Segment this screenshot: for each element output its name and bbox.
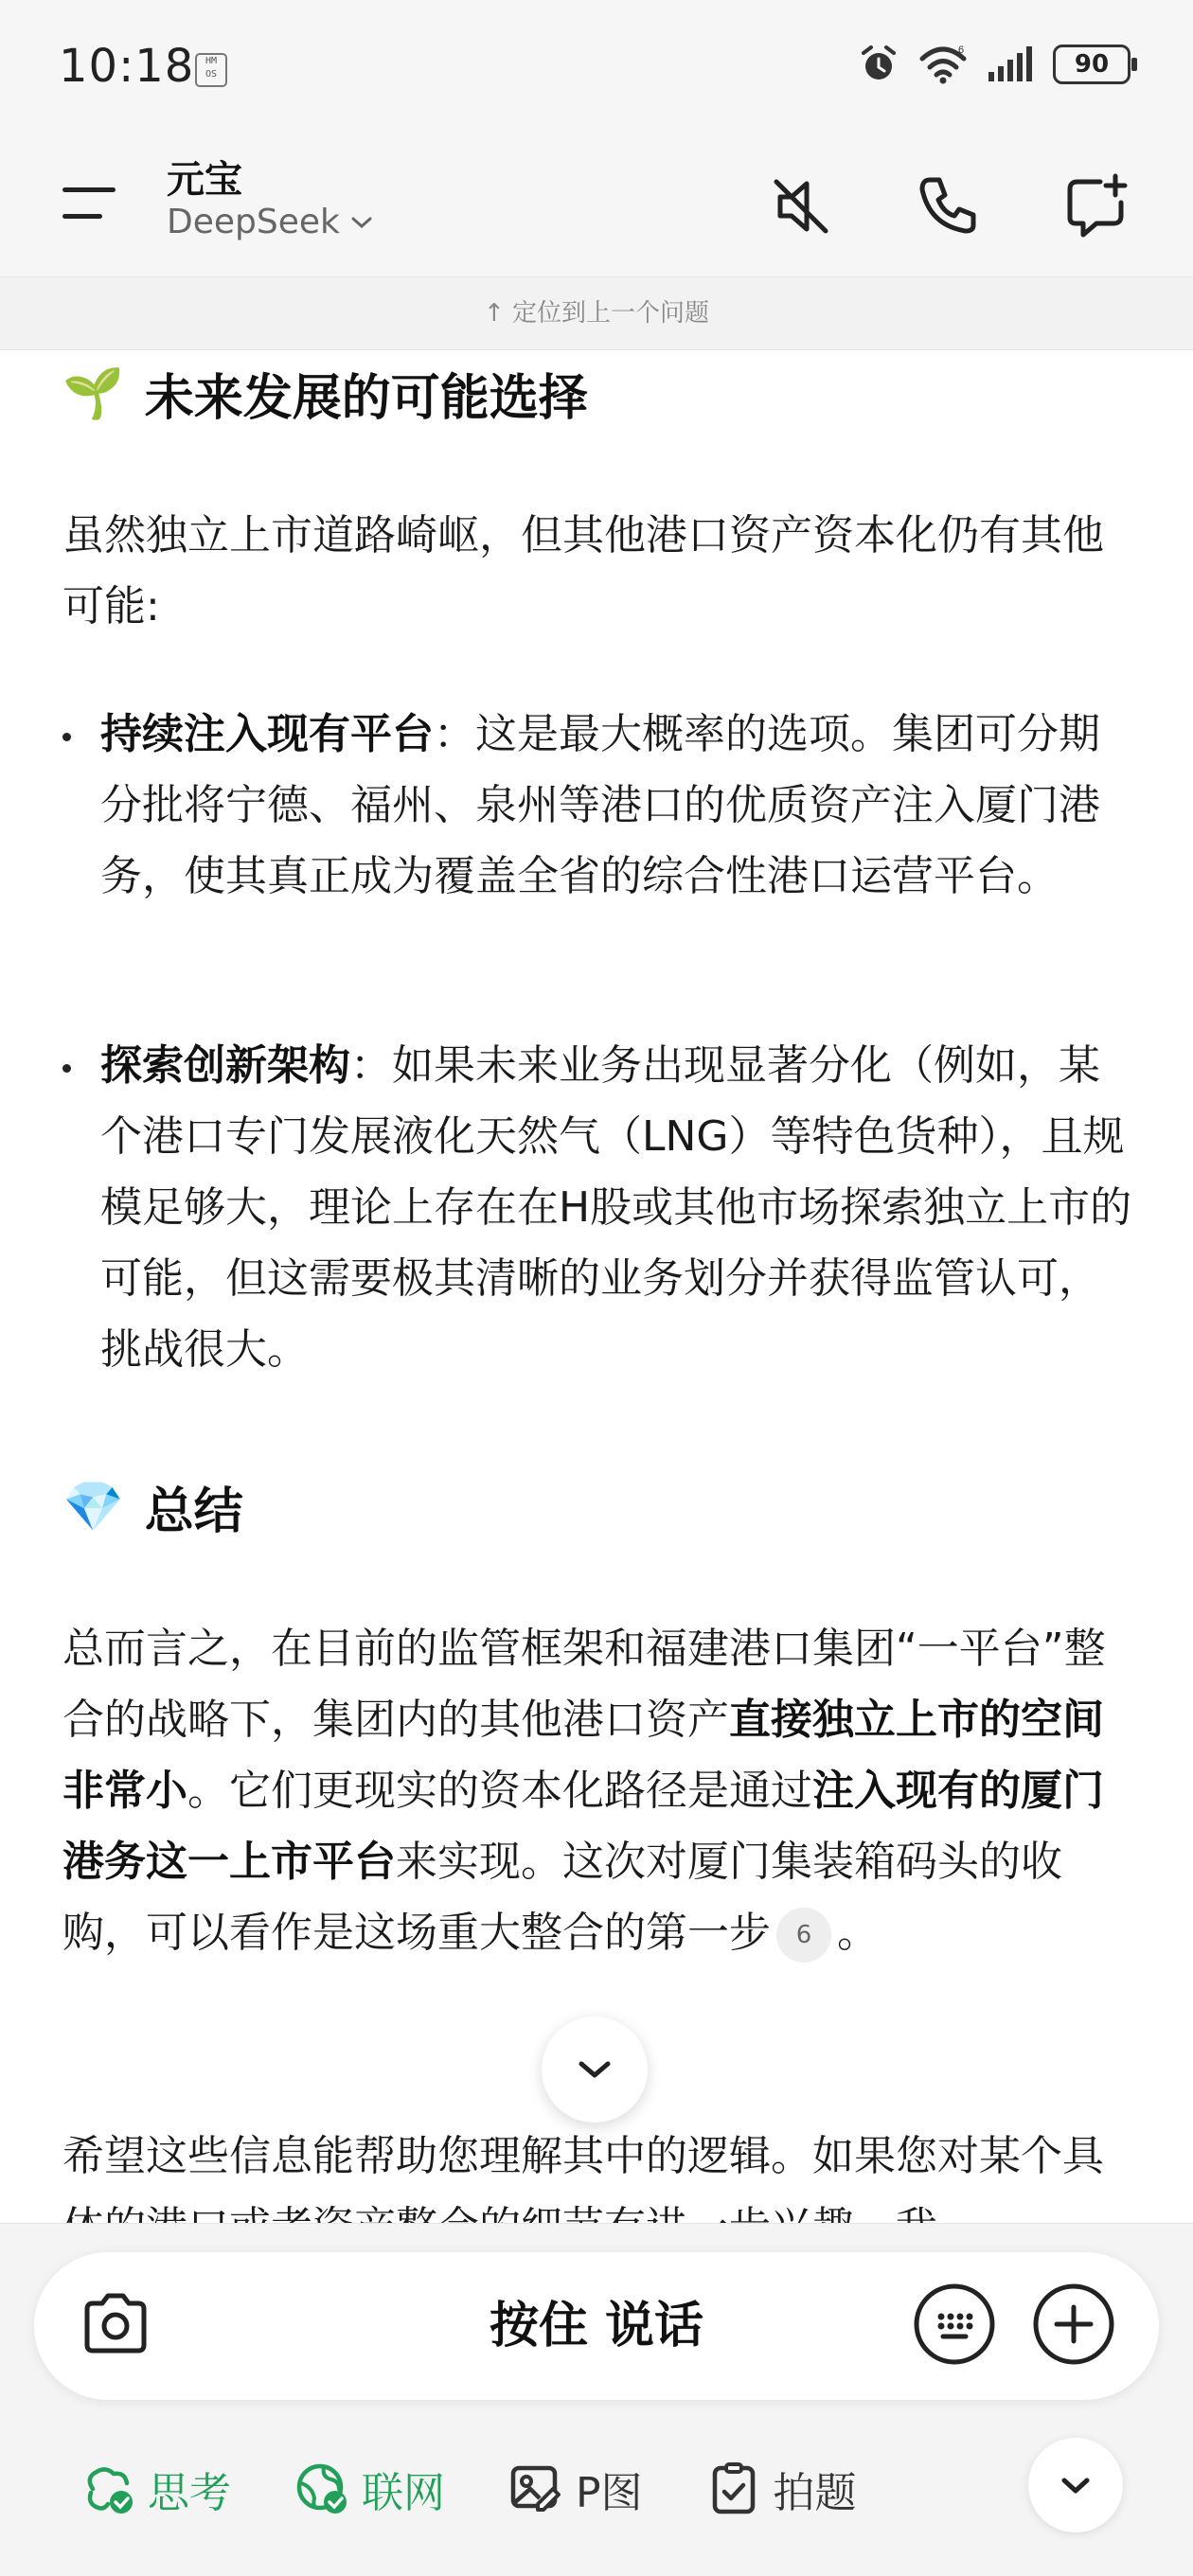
- signal-icon: [987, 45, 1036, 83]
- chevron-down-icon: [542, 2016, 648, 2123]
- image-edit-icon: [507, 2461, 564, 2517]
- tool-photo-question[interactable]: [705, 2459, 857, 2519]
- tool-think[interactable]: [80, 2459, 231, 2519]
- locate-previous-question[interactable]: ↑ 定位到上一个问题: [0, 276, 1193, 350]
- seedling-icon: 🌱: [62, 365, 124, 422]
- list-item-text: ：如果未来业务出现显著分化（例如，某个港口专门发展液化天然气（LNG）等特色货种），且规模足够大，理论上存在在H股或其他市场探索独立上市的可能，但这需要极其清晰的业务划分并获得监管认可，挑战很大。: [100, 1041, 1132, 1374]
- closing-paragraph: 希望这些信息能帮助您理解其中的逻辑。如果您对某个具: [62, 2132, 1104, 2180]
- model-selector[interactable]: [167, 203, 374, 241]
- globe-icon: [294, 2461, 350, 2517]
- status-icons: [858, 44, 1131, 85]
- summary-text: 总而言之，在目前的监管框架和福建港口集团“一平台”整合的战略下，集团内的其他港口资产: [62, 1625, 1106, 1744]
- list-item-bold: 探索创新架构: [100, 1041, 350, 1090]
- section-heading-future: [62, 358, 588, 429]
- alarm-icon: [858, 44, 899, 85]
- tool-label: 拍题: [773, 2469, 857, 2517]
- tool-label: 思考: [148, 2469, 231, 2517]
- chevron-down-icon: [1028, 2438, 1123, 2532]
- summary-text: 。: [837, 1909, 879, 1957]
- summary-text: 来实现。这次对厦门集装箱码头的收购，可以看作是这场重大整合的第一步: [62, 1838, 1062, 1957]
- app-header: [0, 133, 1193, 276]
- tool-web-search[interactable]: [294, 2459, 445, 2519]
- summary-paragraph: [62, 1613, 1132, 1968]
- status-bar: [0, 0, 1193, 133]
- wifi-6-label: 6: [958, 44, 965, 56]
- tool-label: 联网: [362, 2469, 445, 2517]
- think-icon: [80, 2461, 136, 2517]
- hold-to-talk-label[interactable]: 按住 说话: [489, 2298, 704, 2354]
- new-chat-icon: [1059, 169, 1134, 244]
- chevron-down-icon: [349, 214, 374, 231]
- voice-input-bar[interactable]: [34, 2252, 1159, 2400]
- section-title: 总结: [144, 1483, 243, 1540]
- collapse-tools-button[interactable]: [1028, 2438, 1123, 2532]
- gem-icon: 💎: [62, 1479, 124, 1536]
- new-chat-button[interactable]: [1059, 169, 1134, 244]
- chat-response: [62, 348, 1132, 2223]
- phone-icon: [909, 169, 985, 244]
- section-intro: 虽然独立上市道路崎岖，但其他港口资产资本化仍有其他可能:: [62, 511, 1104, 631]
- status-time: 10:18: [59, 40, 195, 93]
- summary-emphasis: 直接独立上市的空间非常小: [62, 1696, 1104, 1815]
- summary-emphasis: 注入现有的厦门港务这一上市平台: [62, 1767, 1104, 1886]
- menu-button[interactable]: [62, 180, 119, 227]
- os-badge: HM OS: [195, 53, 227, 87]
- model-name: DeepSeek: [167, 203, 340, 241]
- tool-image-edit[interactable]: [507, 2459, 643, 2519]
- app-title: 元宝: [167, 158, 242, 202]
- battery-indicator: 90: [1053, 44, 1131, 84]
- bullet-dot: [62, 1064, 71, 1073]
- tool-label: P图: [576, 2469, 643, 2517]
- mute-voice-button[interactable]: [763, 169, 839, 244]
- call-button[interactable]: [909, 169, 985, 244]
- add-button[interactable]: [1030, 2281, 1117, 2368]
- list-item: [62, 1030, 1132, 1385]
- list-item-text: ：这是最大概率的选项。集团可分期分批将宁德、福州、泉州等港口的优质资产注入厦门港务，使其真正成为覆盖全省的综合性港口运营平台。: [100, 710, 1100, 900]
- keyboard-button[interactable]: [911, 2281, 998, 2368]
- wifi-icon: [917, 44, 970, 85]
- section-title: 未来发展的可能选择: [144, 370, 588, 427]
- bottom-composer: [0, 2223, 1193, 2576]
- section-heading-summary: [62, 1471, 243, 1542]
- list-item: [62, 699, 1132, 912]
- plus-icon: [1030, 2281, 1117, 2368]
- keyboard-icon: [911, 2281, 998, 2368]
- scroll-to-bottom-button[interactable]: [542, 2016, 648, 2123]
- summary-text: 。它们更现实的资本化路径是通过: [187, 1767, 812, 1815]
- bullet-dot: [62, 733, 71, 741]
- list-item-bold: 持续注入现有平台: [100, 710, 434, 758]
- speaker-mute-icon: [763, 169, 839, 244]
- tool-bar: [80, 2459, 919, 2519]
- question-scan-icon: [705, 2461, 762, 2517]
- citation-badge[interactable]: 6: [776, 1908, 831, 1963]
